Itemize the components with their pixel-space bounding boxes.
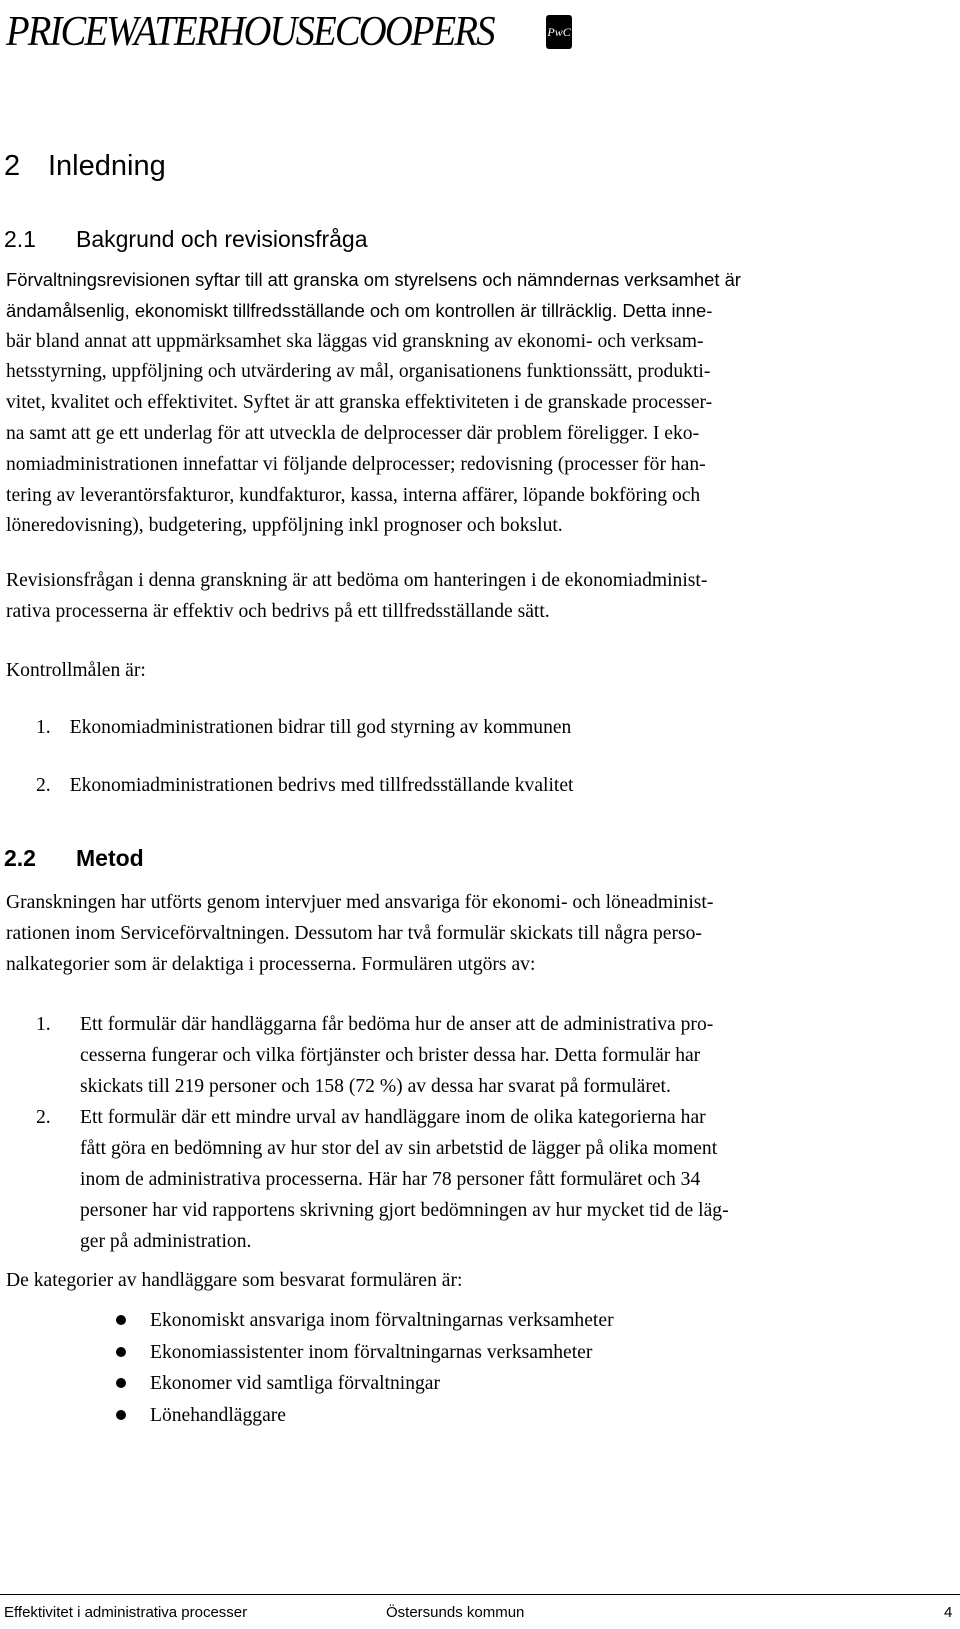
bullet-icon	[116, 1378, 126, 1388]
form-list-text: fått göra en bedömning av hur stor del av sin arbetstid de lägger på olika moment	[80, 1138, 718, 1159]
logo-wordmark: PRICEWATERHOUSECOOPERS	[6, 9, 494, 55]
form-list-line	[36, 1040, 729, 1071]
subsection-heading-background	[4, 226, 368, 253]
category-list-item	[112, 1305, 614, 1337]
paragraph-line: rationen inom Serviceförvaltningen. Dessutom har två formulär skickats till några perso-	[6, 922, 702, 944]
form-list-text: skickats till 219 personer och 158 (72 %) av dessa har svarat på formuläret.	[80, 1076, 671, 1097]
method-paragraph	[6, 888, 954, 980]
footer-page-number: 4	[944, 1604, 953, 1621]
form-list-number: 2.	[36, 1107, 51, 1128]
paragraph-line: Förvaltningsrevisionen syftar till att granska om styrelsens och nämndernas verksamhet är	[6, 269, 741, 290]
form-list-number: 1.	[36, 1014, 51, 1035]
paragraph-line: bär bland annat att uppmärksamhet ska läggas vid granskning av ekonomi- och verksam-	[6, 330, 704, 352]
form-list-line	[36, 1102, 729, 1133]
subsection-number: 2.1	[4, 226, 36, 252]
paragraph-line: rativa processerna är effektiv och bedrivs på ett tillfredsställande sätt.	[6, 600, 550, 622]
bullet-icon	[116, 1315, 126, 1325]
paragraph-line: ändamålsenlig, ekonomiskt tillfredsställande och om kontrollen är tillräcklig. Detta inne-	[6, 299, 713, 321]
category-text: Lönehandläggare	[150, 1404, 286, 1426]
subsection-heading-method	[4, 845, 144, 872]
paragraph-line: na samt att ge ett underlag för att utveckla de delprocesser där problem föreligger. I eko-	[6, 422, 700, 444]
paragraph-line: Revisionsfrågan i denna granskning är att bedöma om hanteringen i de ekonomiadminist-	[6, 570, 708, 591]
category-text: Ekonomiassistenter inom förvaltningarnas verksamheter	[150, 1341, 593, 1363]
paragraph-line: Granskningen har utförts genom intervjuer med ansvariga för ekonomi- och löneadminist-	[6, 892, 714, 913]
control-goal-number: 1.	[36, 717, 51, 738]
paragraph-line: nalkategorier som är delaktiga i processerna. Formulären utgörs av:	[6, 953, 536, 975]
section-number: 2	[4, 150, 21, 182]
bullet-icon	[116, 1347, 126, 1357]
subsection-title: Bakgrund och revisionsfråga	[76, 226, 368, 252]
categories-list	[112, 1305, 614, 1431]
form-list-text: cesserna fungerar och vilka förtjänster och brister dessa har. Detta formulär har	[80, 1045, 701, 1066]
bullet-icon	[116, 1410, 126, 1420]
paragraph-line: nomiadministrationen innefattar vi följande delprocesser; redovisning (processer för han-	[6, 453, 706, 475]
control-goal-text: Ekonomiadministrationen bidrar till god styrning av kommunen	[69, 717, 572, 738]
form-list-text: personer har vid rapportens skrivning gjort bedömningen av hur mycket tid de läg-	[80, 1200, 729, 1221]
category-list-item	[112, 1337, 614, 1369]
footer-municipality: Östersunds kommun	[386, 1604, 525, 1621]
subsection-number: 2.2	[4, 845, 36, 871]
footer-report-title: Effektivitet i administrativa processer	[4, 1604, 248, 1621]
category-text: Ekonomer vid samtliga förvaltningar	[150, 1373, 441, 1394]
form-list-text: inom de administrativa processerna. Här har 78 personer fått formuläret och 34	[80, 1169, 701, 1190]
subsection-title: Metod	[76, 845, 144, 871]
form-list	[36, 1009, 729, 1257]
footer-divider	[0, 1594, 960, 1595]
category-text: Ekonomiskt ansvariga inom förvaltningarnas verksamheter	[150, 1310, 614, 1331]
control-goal-text: Ekonomiadministrationen bedrivs med tillfredsställande kvalitet	[69, 775, 574, 796]
form-list-text: ger på administration.	[80, 1231, 252, 1252]
revision-question-paragraph	[6, 566, 954, 628]
form-list-line	[36, 1133, 729, 1164]
paragraph-line: tering av leverantörsfakturor, kundfakturor, kassa, interna affärer, löpande bokföring och	[6, 484, 701, 506]
control-goal-item	[36, 775, 574, 797]
background-paragraph	[6, 265, 954, 542]
paragraph-line: löneredovisning), budgetering, uppföljning inkl prognoser och bokslut.	[6, 515, 563, 537]
form-list-line	[36, 1164, 729, 1195]
categories-label: De kategorier av handläggare som besvarat formulären är:	[6, 1270, 463, 1291]
section-heading	[4, 150, 166, 183]
section-title: Inledning	[48, 150, 166, 182]
form-list-line	[36, 1226, 729, 1257]
form-list-text: Ett formulär där ett mindre urval av handläggare inom de olika kategorierna har	[80, 1107, 706, 1128]
company-logo	[6, 4, 572, 60]
form-list-line	[36, 1009, 729, 1040]
form-list-line	[36, 1195, 729, 1226]
form-list-text: Ett formulär där handläggarna får bedöma hur de anser att de administrativa pro-	[80, 1014, 714, 1035]
control-goal-item	[36, 717, 571, 739]
form-list-line	[36, 1071, 729, 1102]
control-goal-number: 2.	[36, 775, 51, 796]
paragraph-line: vitet, kvalitet och effektivitet. Syftet är att granska effektiviteten i de granskade processer-	[6, 392, 713, 414]
category-list-item	[112, 1368, 614, 1400]
logo-seal-icon: PwC	[546, 15, 572, 49]
control-goals-label: Kontrollmålen är:	[6, 660, 146, 681]
category-list-item	[112, 1400, 614, 1432]
paragraph-line: hetsstyrning, uppföljning och utvärdering av mål, organisationens funktionssätt, produkti-	[6, 361, 711, 383]
